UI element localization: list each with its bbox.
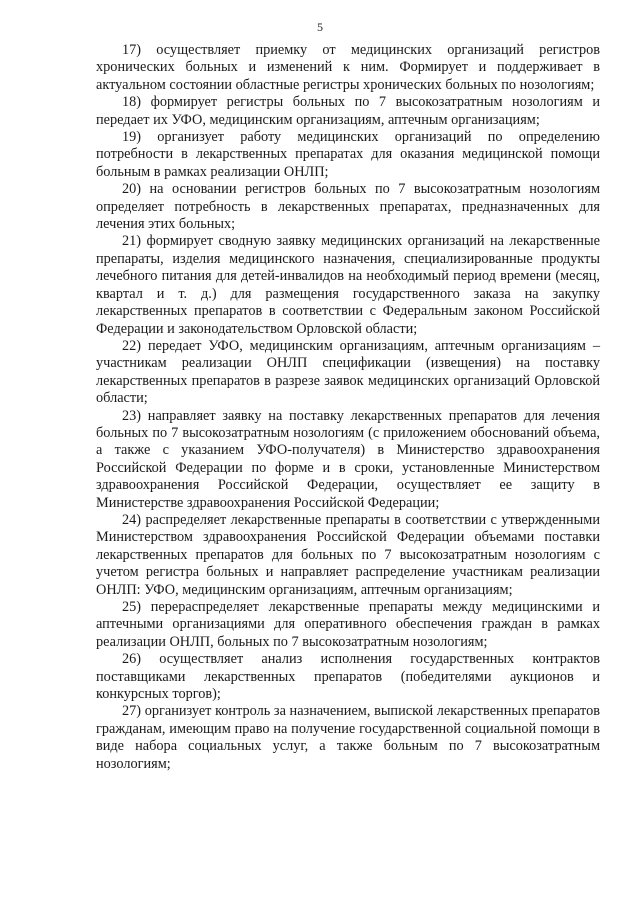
paragraph-23: 23) направляет заявку на поставку лекарственных препаратов для лечения больных по 7 высокозатратным нозологиям (с приложением обоснований объема, а также с указанием УФО-получателя) в Министерство здравоохранения Российской Федерации по форме и в сроки, установленные Министерством здравоохранения Российской Федерации, осуществляет ее защиту в Министерстве здравоохранения Российской Федерации; <box>96 407 600 511</box>
paragraph-19: 19) организует работу медицинских организаций по определению потребности в лекарственных препаратах для оказания медицинской помощи больным в рамках реализации ОНЛП; <box>96 129 600 180</box>
paragraph-26: 26) осуществляет анализ исполнения государственных контрактов поставщиками лекарственных препаратов (победителями аукционов и конкурсных торгов); <box>96 651 600 703</box>
page-number: 5 <box>317 20 323 34</box>
paragraph-21: 21) формирует сводную заявку медицинских организаций на лекарственные препараты, изделия медицинского назначения, специализированные продукты лечебного питания для детей-инвалидов на необходимый период времени (месяц, квартал и т. д.) для размещения государственного заказа на закупку лекарственных препаратов в соответствии с Федеральным законом Российской Федерации и законодательством Орловской области; <box>96 233 600 337</box>
paragraph-24: 24) распределяет лекарственные препараты в соответствии с утвержденными Министерством здравоохранения Российской Федерации объемами поставки лекарственных препаратов для больных по 7 высокозатратным нозологиям с учетом регистра больных и направляет распределение участникам реализации ОНЛП: УФО, медицинским организациям, аптечным организациям; <box>96 511 600 598</box>
paragraph-22: 22) передает УФО, медицинским организациям, аптечным организациям – участникам реализации ОНЛП спецификации (извещения) на поставку лекарственных препаратов в разрезе заявок медицинских организаций Орловской области; <box>96 337 600 407</box>
paragraph-27: 27) организует контроль за назначением, выпиской лекарственных препаратов гражданам, имеющим право на получение государственной социальной помощи в виде набора социальных услуг, а также больным по 7 высокозатратным нозологиям; <box>96 703 600 772</box>
paragraph-25: 25) перераспределяет лекарственные препараты между медицинскими и аптечными организациями для оперативного обеспечения граждан в рамках реализации ОНЛП, больных по 7 высокозатратным нозологиям; <box>96 599 600 650</box>
paragraph-20: 20) на основании регистров больных по 7 высокозатратным нозологиям определяет потребность в лекарственных препаратах, предназначенных для лечения этих больных; <box>96 181 600 233</box>
document-body <box>96 42 600 773</box>
paragraph-17: 17) осуществляет приемку от медицинских организаций регистров хронических больных и изменений к ним. Формирует и поддерживает в актуальном состоянии областные регистры хронических больных по нозологиям; <box>96 42 600 93</box>
paragraph-18: 18) формирует регистры больных по 7 высокозатратным нозологиям и передает их УФО, медицинским организациям, аптечным организациям; <box>96 94 600 128</box>
